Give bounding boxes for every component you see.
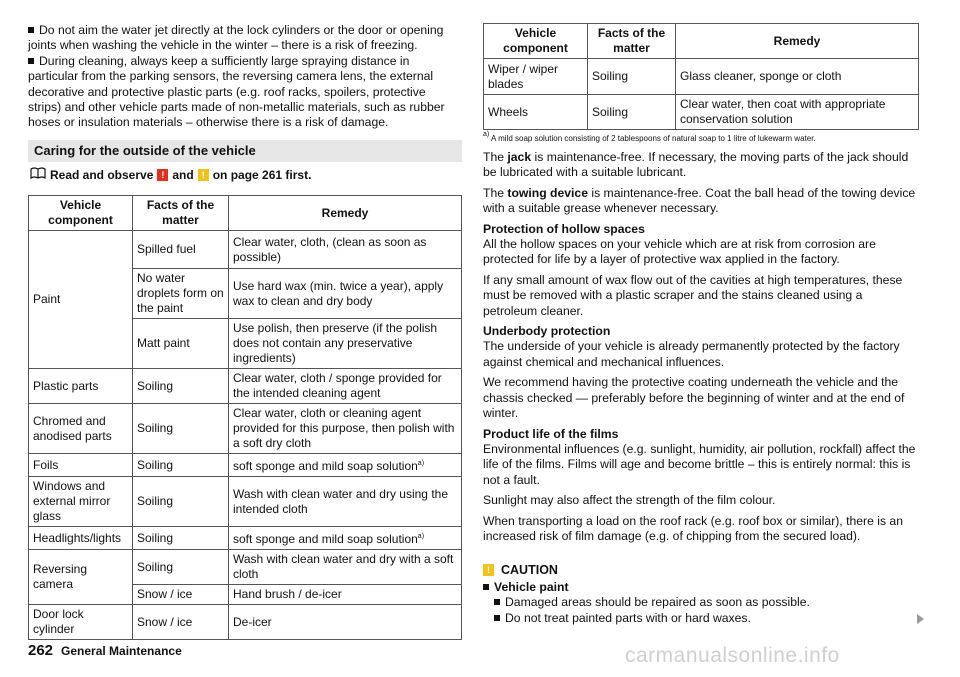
cell-remedy	[229, 527, 462, 550]
watermark: carmanualsonline.info	[625, 644, 840, 667]
table-row	[29, 550, 462, 585]
footnote-text: A mild soap solution consisting of 2 tablespoons of natural soap to 1 litre of lukewarm water.	[491, 134, 816, 143]
table-header-row	[29, 196, 462, 231]
table-row	[484, 59, 919, 95]
cell-component: Door lock cylinder	[29, 605, 133, 640]
table-row	[29, 454, 462, 477]
films-text: Environmental influences (e.g. sunlight, humidity, air pollution, rockfall) affect the life of the films. Films will age and become brittle – this is entirely normal: this is not a fault.	[483, 441, 916, 487]
remedy-text: soft sponge and mild soap solution	[233, 459, 418, 473]
cell-component: Plastic parts	[29, 369, 133, 404]
bullet-square-icon	[483, 584, 489, 590]
care-table	[28, 195, 462, 640]
left-column	[28, 23, 462, 131]
sunlight-text: Sunlight may also affect the strength of the film colour.	[483, 493, 776, 508]
page-footer	[28, 642, 182, 659]
cell-remedy: Clear water, cloth / sponge provided for the intended cleaning agent	[229, 369, 462, 404]
cell-component: Reversing camera	[29, 550, 133, 605]
cell-facts: Snow / ice	[133, 605, 229, 640]
caution-item: Vehicle paint	[483, 580, 919, 595]
footnote-ref: a)	[417, 533, 425, 540]
cell-facts: Soiling	[133, 369, 229, 404]
cell-component: Headlights/lights	[29, 527, 133, 550]
table-row	[29, 404, 462, 454]
cell-facts: Soiling	[133, 527, 229, 550]
bullet-item: Do not aim the water jet directly at the lock cylinders or the door or opening joints when washing the vehicle in the winter – there is a risk of freezing.	[28, 23, 444, 53]
header-remedy: Remedy	[229, 196, 462, 231]
load-text: When transporting a load on the roof rack (e.g. roof box or similar), there is an increased risk of film damage (e.g. of chipping from the secured load).	[483, 513, 903, 543]
hollow-text: All the hollow spaces on your vehicle which are at risk from corrosion are protected for life by a layer of protective wax applied in the factory.	[483, 237, 876, 267]
bullet-square-icon	[494, 615, 500, 621]
footer-title: General Maintenance	[61, 644, 182, 658]
page-number: 262	[28, 642, 54, 659]
cell-facts: Matt paint	[133, 319, 229, 369]
table-row	[29, 605, 462, 640]
right-column	[483, 150, 919, 544]
header-component: Vehicle component	[29, 196, 133, 231]
cell-facts: Snow / ice	[133, 585, 229, 605]
section-title: Caring for the outside of the vehicle	[28, 140, 462, 162]
read-suffix: on page 261 first.	[212, 167, 312, 182]
jack-paragraph: The jack is maintenance-free. If necessary, the moving parts of the jack should be lubricated with a suitable lubricant.	[483, 150, 909, 180]
cell-component: Windows and external mirror glass	[29, 477, 133, 527]
warning-red-icon[interactable]: !	[157, 169, 168, 181]
caution-title: CAUTION	[501, 563, 558, 577]
wax-text: If any small amount of wax flow out of the cavities at high temperatures, these must be removed with a plastic scraper and the stains cleaned using a petroleum cleaner.	[483, 272, 903, 318]
cell-remedy: Glass cleaner, sponge or cloth	[676, 59, 919, 95]
cell-component: Wiper / wiper blades	[484, 59, 588, 95]
table-row	[29, 231, 462, 269]
table-row	[484, 95, 919, 130]
caution-list	[483, 580, 919, 626]
cell-remedy: De-icer	[229, 605, 462, 640]
caution-subitem: Do not treat painted parts with or hard waxes.	[483, 611, 919, 626]
header-component: Vehicle component	[484, 24, 588, 59]
footnote	[483, 131, 816, 143]
cell-remedy: Clear water, cloth or cleaning agent provided for this purpose, then polish with a soft dry cloth	[229, 404, 462, 454]
cell-facts: Soiling	[588, 59, 676, 95]
cell-remedy: Use hard wax (min. twice a year), apply wax to clean and dry body	[229, 269, 462, 319]
footnote-mark: a)	[483, 131, 490, 138]
films-title: Product life of the films	[483, 426, 619, 441]
cell-remedy: Wash with clean water and dry with a soft cloth	[229, 550, 462, 585]
book-icon-svg	[30, 167, 46, 179]
cell-component: Wheels	[484, 95, 588, 130]
underbody-title: Underbody protection	[483, 324, 611, 339]
cell-facts: Spilled fuel	[133, 231, 229, 269]
read-prefix: Read and observe	[50, 167, 154, 182]
caution-heading	[483, 563, 558, 577]
cell-component: Foils	[29, 454, 133, 477]
footnote-ref: a)	[417, 460, 425, 467]
bullet-square-icon	[28, 27, 34, 33]
continue-arrow-icon[interactable]	[917, 614, 924, 624]
recommend-text: We recommend having the protective coating underneath the vehicle and the chassis checked — preferably before the beginning of winter and at the end of winter.	[483, 375, 905, 421]
cell-remedy: Wash with clean water and dry using the intended cloth	[229, 477, 462, 527]
bullet-item: During cleaning, always keep a sufficiently large spraying distance in particular from the parking sensors, the reversing camera lens, the external decorative and protective plastic parts (e.g. roof racks, spoilers, protective strips) and other vehicle parts made of non-metallic materials, such as rubber hoses or insulation materials – otherwise there is a risk of damage.	[28, 53, 445, 130]
cell-component: Paint	[29, 231, 133, 369]
cell-remedy: Clear water, then coat with appropriate conservation solution	[676, 95, 919, 130]
read-observe-note	[30, 167, 311, 182]
cell-remedy: Hand brush / de-icer	[229, 585, 462, 605]
book-icon	[30, 167, 46, 182]
cell-remedy	[229, 454, 462, 477]
cell-remedy: Clear water, cloth, (clean as soon as possible)	[229, 231, 462, 269]
table-header-row	[484, 24, 919, 59]
cell-facts: Soiling	[133, 477, 229, 527]
cell-facts: No water droplets form on the paint	[133, 269, 229, 319]
table-row	[29, 527, 462, 550]
cell-facts: Soiling	[133, 404, 229, 454]
bullet-square-icon	[494, 599, 500, 605]
care-table-continued	[483, 23, 919, 130]
caution-icon: !	[483, 564, 494, 576]
cell-component: Chromed and anodised parts	[29, 404, 133, 454]
header-facts: Facts of the matter	[588, 24, 676, 59]
read-and: and	[172, 167, 194, 182]
remedy-text: soft sponge and mild soap solution	[233, 532, 418, 546]
cell-facts: Soiling	[133, 550, 229, 585]
table-row	[29, 477, 462, 527]
cell-remedy: Use polish, then preserve (if the polish does not contain any preservative ingredients)	[229, 319, 462, 369]
table-row	[29, 369, 462, 404]
hollow-title: Protection of hollow spaces	[483, 221, 645, 236]
warning-yellow-icon[interactable]: !	[198, 169, 209, 181]
towing-paragraph: The towing device is maintenance-free. Coat the ball head of the towing device with a suitable grease whenever necessary.	[483, 185, 916, 216]
bullet-square-icon	[28, 58, 34, 64]
cell-facts: Soiling	[588, 95, 676, 130]
header-remedy: Remedy	[676, 24, 919, 59]
cell-facts: Soiling	[133, 454, 229, 477]
underbody-text: The underside of your vehicle is already permanently protected by the factory against chemical and mechanical influences.	[483, 339, 900, 369]
caution-subitem: Damaged areas should be repaired as soon as possible.	[483, 595, 919, 610]
header-facts: Facts of the matter	[133, 196, 229, 231]
